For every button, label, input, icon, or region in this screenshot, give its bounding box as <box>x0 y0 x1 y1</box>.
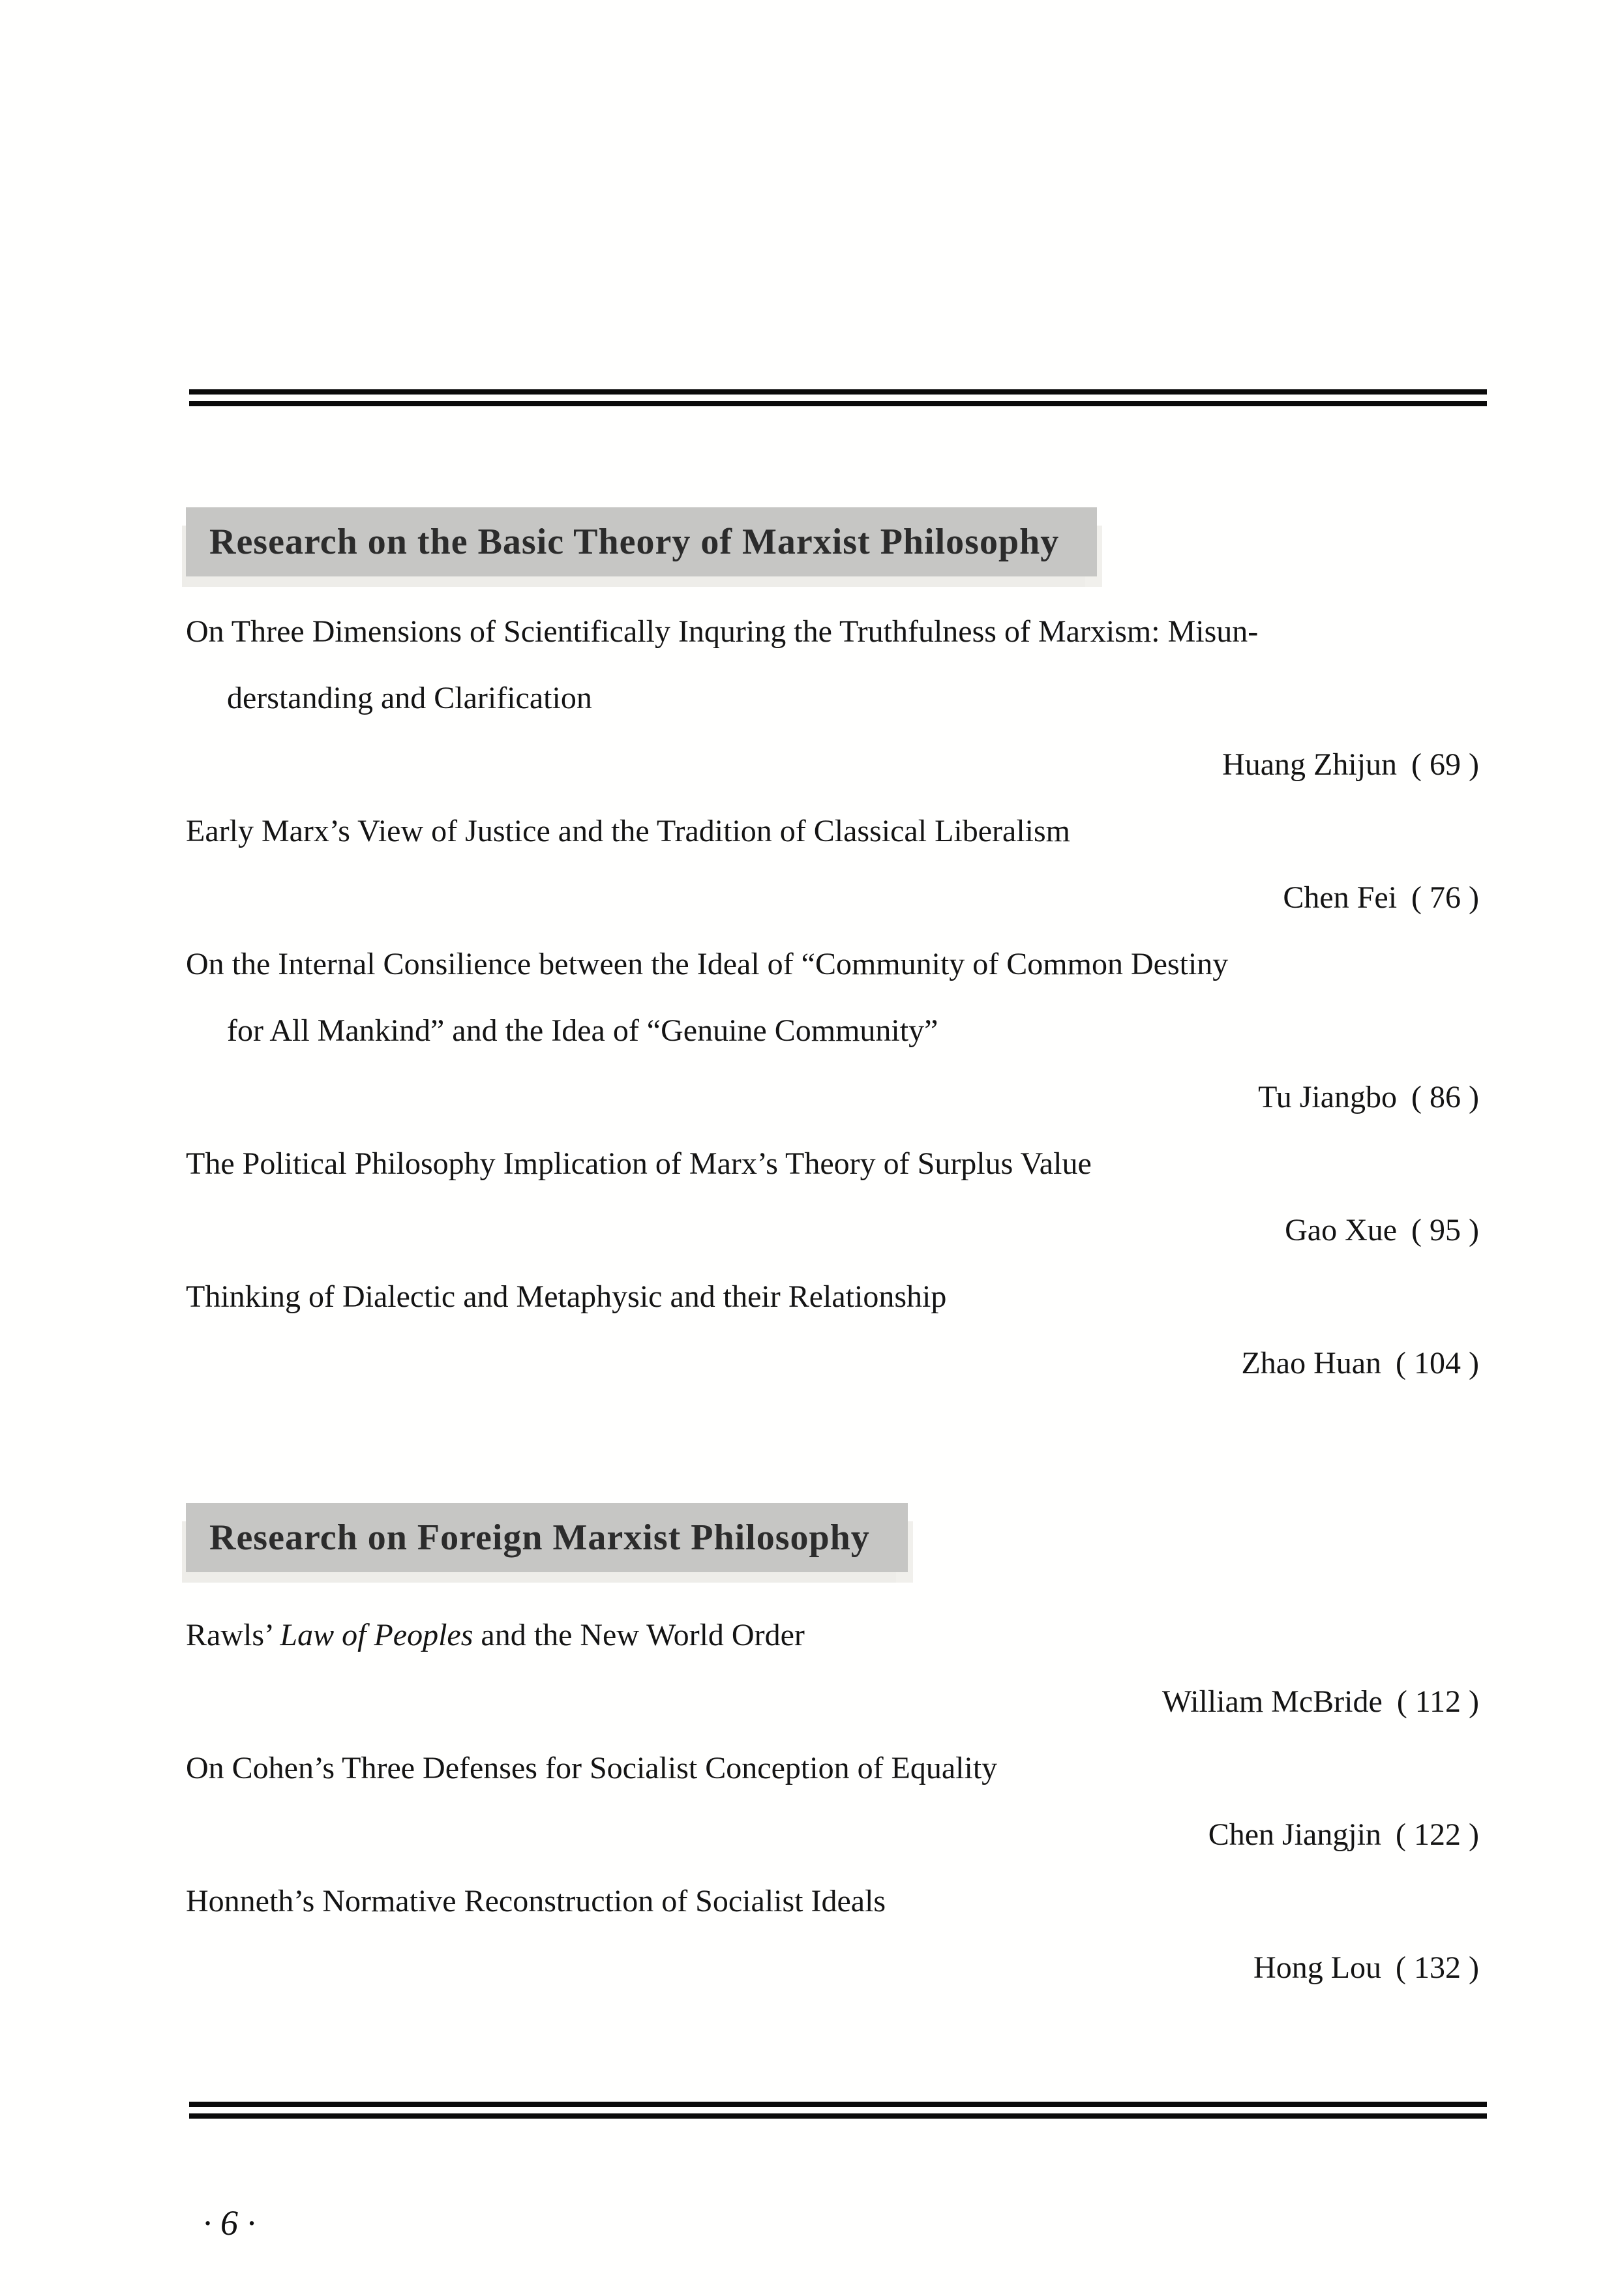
author-name: William McBride <box>1161 1684 1383 1719</box>
entry-byline <box>186 1197 1487 1264</box>
bottom-double-rule <box>189 2102 1487 2119</box>
entry-byline <box>186 1669 1487 1735</box>
section-foreign-marxist-entries <box>186 1602 1487 2001</box>
page-ref: ( 112 ) <box>1396 1684 1479 1719</box>
section-foreign-marxist <box>186 1503 1487 1572</box>
entry-title-prefix: Rawls’ <box>186 1618 280 1652</box>
entry-title-line-continuation: for All Mankind” and the Idea of “Genuine Community” <box>227 1013 938 1048</box>
page-ref: ( 132 ) <box>1396 1950 1479 1985</box>
entry-title-line: Honneth’s Normative Reconstruction of Socialist Ideals <box>186 1884 886 1918</box>
entry-title-italic: Law of Peoples <box>280 1618 473 1652</box>
section-header-foreign-marxist: Research on Foreign Marxist Philosophy <box>186 1503 908 1572</box>
entry-title-line: The Political Philosophy Implication of Marx’s Theory of Surplus Value <box>186 1146 1092 1181</box>
entry-title-line-continuation: derstanding and Clarification <box>227 681 592 715</box>
entry-byline <box>186 1064 1487 1131</box>
author-name: Tu Jiangbo <box>1258 1080 1398 1114</box>
page-number: · 6 · <box>203 2203 256 2243</box>
page-ref: ( 104 ) <box>1396 1346 1479 1380</box>
entry-title-line <box>186 1602 1487 1669</box>
toc-entry <box>186 1602 1487 1735</box>
entry-byline <box>186 1330 1487 1397</box>
top-double-rule <box>189 389 1487 406</box>
entry-byline <box>186 1802 1487 1868</box>
entry-title-line: Early Marx’s View of Justice and the Tradition of Classical Liberalism <box>186 814 1070 848</box>
toc-entry <box>186 931 1487 1131</box>
author-name: Chen Fei <box>1283 880 1398 915</box>
entry-title-suffix: and the New World Order <box>473 1618 805 1652</box>
section-header-basic-theory: Research on the Basic Theory of Marxist Philosophy <box>186 507 1097 576</box>
page-ref: ( 95 ) <box>1411 1213 1479 1247</box>
section-basic-theory <box>186 507 1487 576</box>
author-name: Zhao Huan <box>1241 1346 1382 1380</box>
author-name: Chen Jiangjin <box>1208 1817 1382 1852</box>
page-ref: ( 122 ) <box>1396 1817 1479 1852</box>
entry-byline <box>186 1935 1487 2001</box>
toc-entry <box>186 1868 1487 2001</box>
page-ref: ( 69 ) <box>1411 747 1479 782</box>
author-name: Gao Xue <box>1285 1213 1398 1247</box>
bottom-rule-row <box>186 2102 1487 2119</box>
section-basic-theory-entries <box>186 599 1487 1397</box>
entry-title-line: On Three Dimensions of Scientifically Inquring the Truthfulness of Marxism: Misun- <box>186 614 1259 649</box>
toc-entry <box>186 1264 1487 1397</box>
entry-byline <box>186 732 1487 798</box>
entry-byline <box>186 865 1487 931</box>
toc-entry <box>186 1735 1487 1868</box>
toc-entry <box>186 1131 1487 1264</box>
entry-title-line: On the Internal Consilience between the Ideal of “Community of Common Destiny <box>186 947 1229 981</box>
toc-entry <box>186 599 1487 798</box>
entry-title-line: Thinking of Dialectic and Metaphysic and their Relationship <box>186 1279 947 1314</box>
author-name: Hong Lou <box>1253 1950 1382 1985</box>
page-ref: ( 86 ) <box>1411 1080 1479 1114</box>
toc-entry <box>186 798 1487 931</box>
page-ref: ( 76 ) <box>1411 880 1479 915</box>
author-name: Huang Zhijun <box>1222 747 1398 782</box>
entry-title-line: On Cohen’s Three Defenses for Socialist Conception of Equality <box>186 1751 998 1785</box>
